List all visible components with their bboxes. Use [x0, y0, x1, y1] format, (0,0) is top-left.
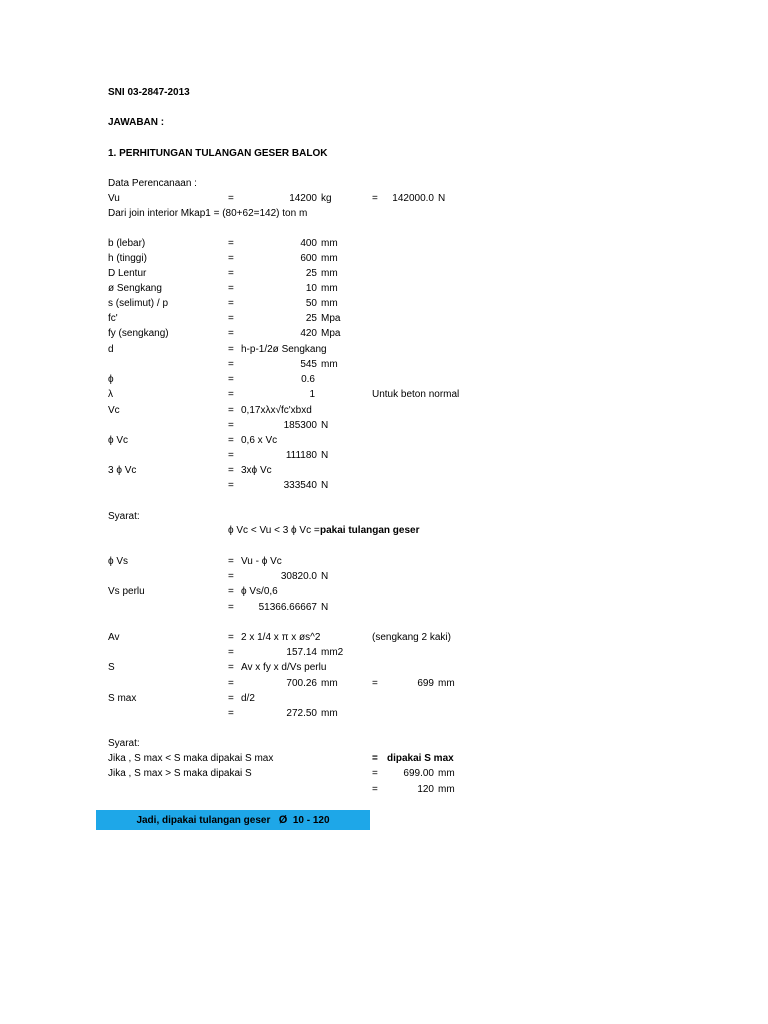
vc-formula: 0,17xλx√fc'xbxd — [241, 405, 312, 416]
section-title: 1. PERHITUNGAN TULANGAN GESER BALOK — [108, 148, 328, 159]
d-eq: = — [228, 344, 234, 355]
s-label: S — [108, 662, 115, 673]
vc-unit: N — [321, 420, 329, 431]
s-eq3: = — [372, 678, 378, 689]
three-phi-vc-eq: = — [228, 465, 234, 476]
vc-eq: = — [228, 405, 234, 416]
phi-eq: = — [228, 374, 234, 385]
phi-vc-unit: N — [321, 450, 329, 461]
param-eq-fc: = — [228, 313, 234, 324]
three-phi-vc-eq2: = — [228, 480, 234, 491]
lambda-note: Untuk beton normal — [372, 389, 460, 400]
av-note: (sengkang 2 kaki) — [372, 632, 451, 643]
s-max-formula: d/2 — [241, 693, 255, 704]
condition2-line2-value: 699.00 — [403, 768, 434, 779]
param-value-fy: 420 — [300, 328, 317, 339]
three-phi-vc-label: 3 ϕ Vc — [108, 465, 137, 476]
param-value-b: 400 — [300, 238, 317, 249]
phi-vs-unit: N — [321, 571, 329, 582]
s-max-label: S max — [108, 693, 137, 704]
param-label-selimut: s (selimut) / p — [108, 298, 169, 309]
phi-vs-label: ϕ Vs — [108, 556, 129, 567]
phi-vs-eq2: = — [228, 571, 234, 582]
three-phi-vc-formula: 3xϕ Vc — [241, 465, 272, 476]
vs-perlu-unit: N — [321, 602, 329, 613]
lambda-eq: = — [228, 389, 234, 400]
joint-note: Dari join interior Mkap1 = (80+62=142) ton m — [108, 208, 308, 219]
s-value: 700.26 — [286, 678, 317, 689]
phi-vc-formula: 0,6 x Vc — [241, 435, 278, 446]
s-rounded-unit: mm — [438, 678, 455, 689]
vs-perlu-label: Vs perlu — [108, 586, 145, 597]
param-label-sengkang: ø Sengkang — [108, 283, 162, 294]
param-eq-h: = — [228, 253, 234, 264]
s-max-value: 272.50 — [286, 708, 317, 719]
s-max-eq: = — [228, 693, 234, 704]
diameter-symbol: Ø — [278, 814, 288, 826]
phi-label: ϕ — [108, 374, 114, 385]
d-eq2: = — [228, 359, 234, 370]
conclusion-spec: 10 - 120 — [292, 815, 330, 826]
d-value: 545 — [300, 359, 317, 370]
param-eq-selimut: = — [228, 298, 234, 309]
phi-vs-formula: Vu - ϕ Vc — [241, 556, 282, 567]
param-label-b: b (lebar) — [108, 238, 146, 249]
vs-perlu-formula: ϕ Vs/0,6 — [241, 586, 278, 597]
d-unit: mm — [321, 359, 338, 370]
condition2-label: Syarat: — [108, 738, 140, 749]
param-eq-b: = — [228, 238, 234, 249]
param-unit-fc: Mpa — [321, 313, 341, 324]
param-unit-d-lentur: mm — [321, 268, 338, 279]
phi-vs-value: 30820.0 — [280, 571, 317, 582]
av-unit: mm2 — [321, 647, 344, 658]
param-eq-sengkang: = — [228, 283, 234, 294]
vs-perlu-value: 51366.66667 — [258, 602, 317, 613]
answer-label: JAWABAN : — [108, 117, 165, 128]
condition2-line3-value: 120 — [417, 784, 434, 795]
phi-vc-eq2: = — [228, 450, 234, 461]
av-eq: = — [228, 632, 234, 643]
condition1-result: pakai tulangan geser — [320, 525, 420, 536]
param-label-h: h (tinggi) — [108, 253, 147, 264]
param-value-sengkang: 10 — [305, 283, 317, 294]
s-max-unit: mm — [321, 708, 338, 719]
three-phi-vc-unit: N — [321, 480, 329, 491]
param-value-fc: 25 — [305, 313, 317, 324]
av-eq2: = — [228, 647, 234, 658]
condition2-line1-eq: = — [372, 753, 378, 764]
standard-title: SNI 03-2847-2013 — [108, 87, 190, 98]
condition2-line2-eq: = — [372, 768, 378, 779]
s-formula: Av x fy x d/Vs perlu — [241, 662, 327, 673]
three-phi-vc-value: 333540 — [283, 480, 317, 491]
d-label: d — [108, 344, 114, 355]
param-unit-selimut: mm — [321, 298, 338, 309]
phi-vs-eq: = — [228, 556, 234, 567]
param-value-h: 600 — [300, 253, 317, 264]
d-formula: h-p-1/2ø Sengkang — [241, 344, 327, 355]
s-eq2: = — [228, 678, 234, 689]
s-eq: = — [228, 662, 234, 673]
vu-label: Vu — [108, 193, 120, 204]
vs-perlu-eq: = — [228, 586, 234, 597]
param-unit-sengkang: mm — [321, 283, 338, 294]
condition2-line2-unit: mm — [438, 768, 455, 779]
phi-vc-label: ϕ Vc — [108, 435, 129, 446]
param-eq-d-lentur: = — [228, 268, 234, 279]
conclusion-text-row — [96, 814, 370, 827]
vu-value-n: 142000.0 — [392, 193, 434, 204]
param-unit-h: mm — [321, 253, 338, 264]
s-max-eq2: = — [228, 708, 234, 719]
param-unit-b: mm — [321, 238, 338, 249]
vs-perlu-eq2: = — [228, 602, 234, 613]
vu-unit: kg — [321, 193, 332, 204]
phi-vc-value: 111180 — [285, 450, 317, 461]
conclusion-banner — [96, 810, 370, 830]
conclusion-text: Jadi, dipakai tulangan geser — [136, 815, 271, 826]
vu-eq: = — [228, 193, 234, 204]
param-label-d-lentur: D Lentur — [108, 268, 147, 279]
av-label: Av — [108, 632, 120, 643]
condition2-line3-unit: mm — [438, 784, 455, 795]
param-value-d-lentur: 25 — [305, 268, 317, 279]
param-label-fc: fc' — [108, 313, 118, 324]
param-unit-fy: Mpa — [321, 328, 341, 339]
phi-value: 0.6 — [301, 374, 315, 385]
condition1-text: ϕ Vc < Vu < 3 ϕ Vc = — [228, 525, 320, 536]
vc-value: 185300 — [283, 420, 317, 431]
s-unit: mm — [321, 678, 338, 689]
s-rounded-value: 699 — [417, 678, 434, 689]
param-value-selimut: 50 — [305, 298, 317, 309]
vu-eq2: = — [372, 193, 378, 204]
param-label-fy: fy (sengkang) — [108, 328, 169, 339]
vu-unit-n: N — [438, 193, 446, 204]
vc-label: Vc — [108, 405, 120, 416]
vu-value: 14200 — [289, 193, 317, 204]
design-data-label: Data Perencanaan : — [108, 178, 197, 189]
vc-eq2: = — [228, 420, 234, 431]
lambda-label: λ — [108, 389, 113, 400]
av-value: 157.14 — [286, 647, 317, 658]
av-formula: 2 x 1/4 x π x øs^2 — [241, 632, 321, 643]
condition2-line3-eq: = — [372, 784, 378, 795]
condition2-line1-result: dipakai S max — [387, 753, 454, 764]
condition1-label: Syarat: — [108, 511, 140, 522]
param-eq-fy: = — [228, 328, 234, 339]
condition2-line1: Jika , S max < S maka dipakai S max — [108, 753, 274, 764]
phi-vc-eq: = — [228, 435, 234, 446]
condition2-line2: Jika , S max > S maka dipakai S — [108, 768, 252, 779]
lambda-value: 1 — [309, 389, 315, 400]
